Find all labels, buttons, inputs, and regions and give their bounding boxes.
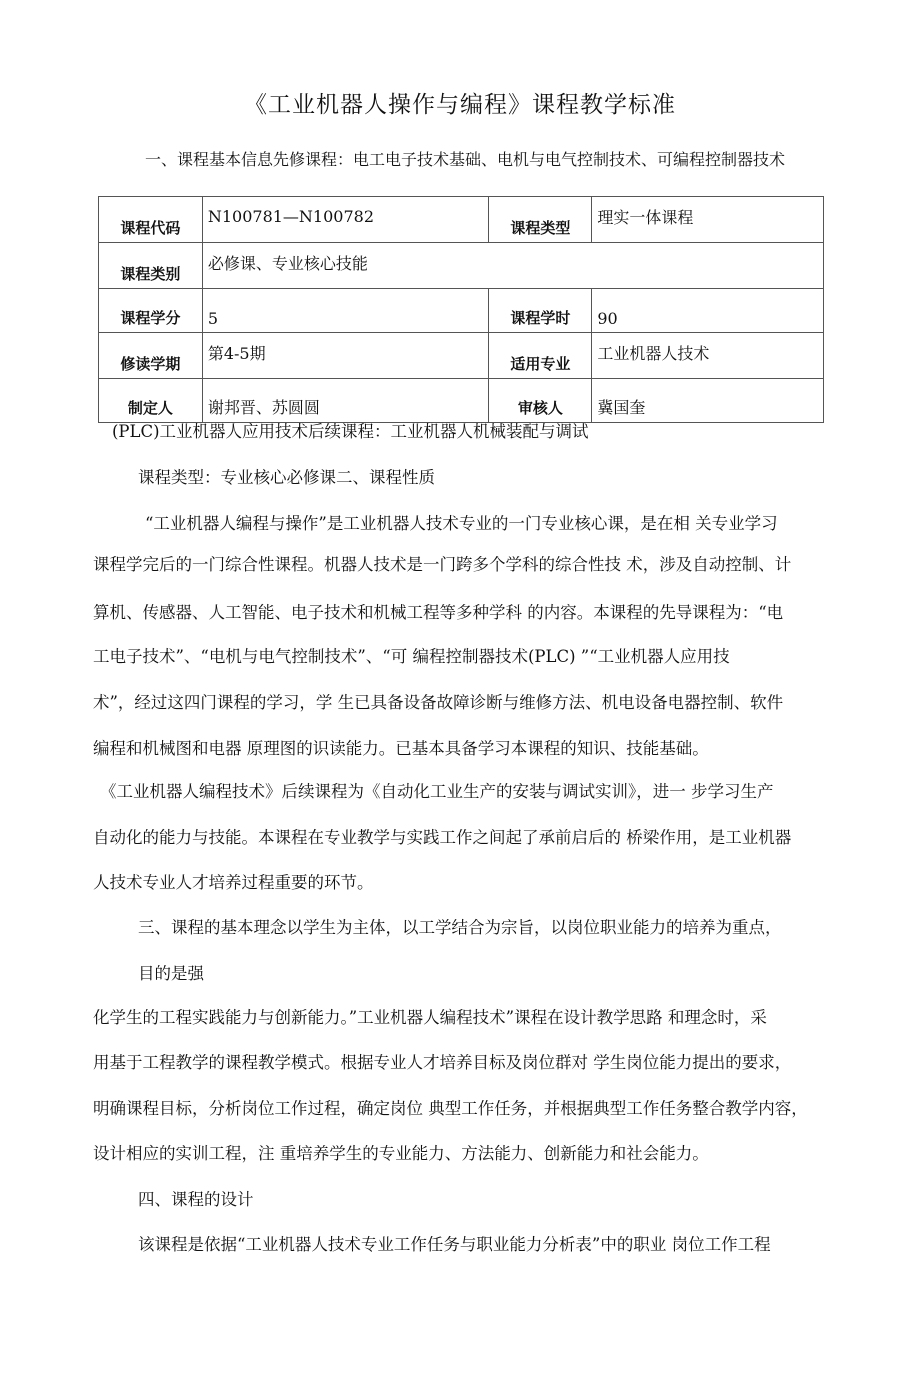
body-line: 术”，经过这四门课程的学习，学 生已具备设备故障诊断与维修方法、机电设备电器控制、软件	[93, 693, 784, 712]
body-line: “工业机器人编程与操作”是工业机器人技术专业的一门专业核心课，是在相 关专业学习	[145, 514, 778, 533]
body-line: 化学生的工程实践能力与创新能力。”工业机器人编程技术”课程在设计教学思路 和理念时，采	[93, 1008, 767, 1027]
body-line: 编程和机械图和电器 原理图的识读能力。已基本具备学习本课程的知识、技能基础。	[93, 739, 709, 758]
table-row	[99, 333, 824, 379]
author-value: 谢邦晋、苏圆圆	[202, 379, 489, 423]
author-label: 制定人	[99, 379, 203, 423]
body-line: 工电子技术”、“电机与电气控制技术”、“可 编程控制器技术(PLC) ”“工业机器人应用技	[93, 647, 730, 666]
course-credit-label: 课程学分	[99, 289, 203, 333]
table-row	[99, 379, 824, 423]
section-heading: 三、课程的基本理念以学生为主体，以工学结合为宗旨，以岗位职业能力的培养为重点，	[138, 918, 782, 937]
body-line: 算机、传感器、人工智能、电子技术和机械工程等多种学科 的内容。本课程的先导课程为：“电	[93, 603, 784, 622]
body-line: 人技术专业人才培养过程重要的环节。	[93, 873, 374, 892]
body-line: 目的是强	[138, 964, 204, 983]
study-term-value: 第4-5期	[202, 333, 489, 379]
course-category-value: 必修课、专业核心技能	[202, 243, 823, 289]
section-heading: 四、课程的设计	[138, 1190, 254, 1209]
course-code-value: N100781—N100782	[202, 197, 489, 243]
course-type-line: 课程类型：专业核心必修课二、课程性质	[138, 468, 435, 487]
course-category-label: 课程类别	[99, 243, 203, 289]
course-basic-info: 一、课程基本信息先修课程：电工电子技术基础、电机与电气控制技术、可编程控制器技术	[145, 150, 786, 169]
applicable-major-value: 工业机器人技术	[592, 333, 824, 379]
table-row	[99, 243, 824, 289]
body-line: 课程学完后的一门综合性课程。机器人技术是一门跨多个学科的综合性技 术，涉及自动控制、计	[93, 555, 792, 574]
table-row	[99, 289, 824, 333]
study-term-label: 修读学期	[99, 333, 203, 379]
course-type-label: 课程类型	[489, 197, 592, 243]
body-line: 该课程是依据“工业机器人技术专业工作任务与职业能力分析表”中的职业 岗位工作工程	[138, 1235, 771, 1254]
body-line: 明确课程目标，分析岗位工作过程，确定岗位 典型工作任务，并根据典型工作任务整合教学内容，	[93, 1099, 808, 1118]
course-hours-label: 课程学时	[489, 289, 592, 333]
course-hours-value: 90	[592, 289, 824, 333]
course-credit-value: 5	[202, 289, 489, 333]
body-line: 设计相应的实训工程，注 重培养学生的专业能力、方法能力、创新能力和社会能力。	[93, 1144, 709, 1163]
body-line: 自动化的能力与技能。本课程在专业教学与实践工作之间起了承前启后的 桥梁作用，是工业机器	[93, 828, 792, 847]
follow-up-courses: (PLC)工业机器人应用技术后续课程：工业机器人机械装配与调试	[112, 422, 589, 441]
course-code-label: 课程代码	[99, 197, 203, 243]
course-type-value: 理实一体课程	[592, 197, 824, 243]
course-info-table	[98, 196, 824, 423]
body-line: 《工业机器人编程技术》后续课程为《自动化工业生产的安装与调试实训》，进一 步学习生产	[100, 782, 774, 801]
applicable-major-label: 适用专业	[489, 333, 592, 379]
reviewer-value: 冀国奎	[592, 379, 824, 423]
reviewer-label: 审核人	[489, 379, 592, 423]
table-row	[99, 197, 824, 243]
body-line: 用基于工程教学的课程教学模式。根据专业人才培养目标及岗位群对 学生岗位能力提出的要求，	[93, 1053, 792, 1072]
page-title: 《工业机器人操作与编程》课程教学标准	[244, 92, 676, 118]
